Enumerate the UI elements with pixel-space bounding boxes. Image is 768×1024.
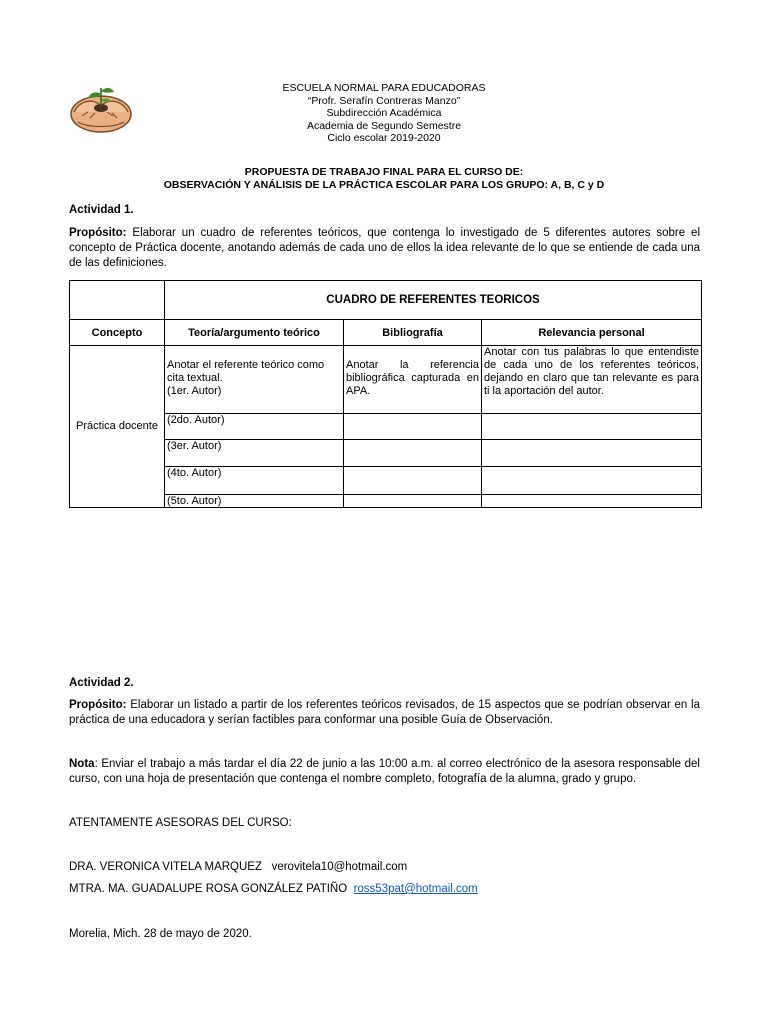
advisor-name: MTRA. MA. GUADALUPE ROSA GONZÁLEZ PATIÑO <box>69 883 348 895</box>
column-header: Relevancia personal <box>482 320 702 346</box>
relevance-cell <box>482 440 702 467</box>
theory-cell: (5to. Autor) <box>165 495 344 508</box>
school-header <box>0 82 768 145</box>
relevance-cell <box>482 414 702 440</box>
theory-cell: (3er. Autor) <box>165 440 344 467</box>
table-row <box>70 414 702 440</box>
activity-2-title: Actividad 2. <box>69 677 134 689</box>
purpose-label: Propósito: <box>69 227 127 239</box>
closing-line: ATENTAMENTE ASESORAS DEL CURSO: <box>69 817 292 829</box>
table-title: CUADRO DE REFERENTES TEORICOS <box>165 281 702 320</box>
advisor-email: verovitela10@hotmail.com <box>271 861 408 873</box>
table-row <box>70 467 702 495</box>
advisor-email-link[interactable]: ross53pat@hotmail.com <box>353 883 478 895</box>
theoretical-references-table <box>69 280 702 508</box>
school-cycle: Ciclo escolar 2019-2020 <box>327 132 441 144</box>
school-name: ESCUELA NORMAL PARA EDUCADORAS <box>282 82 486 94</box>
note-label: Nota <box>69 758 95 770</box>
note-text: : Enviar el trabajo a más tardar el día 22 de junio a las 10:00 a.m. al correo electrónico de la asesora responsable del curso, con una hoja de presentación que contenga el nombre completo, fotografía de la alumna, grado y grupo. <box>69 758 700 785</box>
proposal-title <box>0 166 768 192</box>
relevance-cell <box>482 495 702 508</box>
bibliography-cell <box>344 440 482 467</box>
table-row <box>70 495 702 508</box>
advisor-1 <box>69 860 407 875</box>
academy: Academia de Segundo Semestre <box>306 119 462 132</box>
column-header: Teoría/argumento teórico <box>165 320 344 346</box>
proposal-line-2: OBSERVACIÓN Y ANÁLISIS DE LA PRÁCTICA ESCOLAR PARA LOS GRUPO: A, B, C y D <box>163 179 605 191</box>
theory-cell: (2do. Autor) <box>165 414 344 440</box>
table-row <box>70 346 702 414</box>
concept-cell: Práctica docente <box>70 346 165 508</box>
place-date: Morelia, Mich. 28 de mayo de 2020. <box>69 928 252 940</box>
relevance-cell: Anotar con tus palabras lo que entendiste de cada uno de los referentes teóricos, dejando en claro que tan relevante es para ti la aportación del autor. <box>482 346 702 414</box>
theory-cell: Anotar el referente teórico como cita textual. (1er. Autor) <box>165 346 344 414</box>
theory-cell: (4to. Autor) <box>165 467 344 495</box>
table-corner-cell <box>70 281 165 320</box>
activity-2-purpose <box>69 698 700 728</box>
bibliography-cell <box>344 414 482 440</box>
bibliography-cell: Anotar la referencia bibliográfica capturada en APA. <box>344 346 482 414</box>
purpose-label: Propósito: <box>69 699 127 711</box>
bibliography-cell <box>344 495 482 508</box>
proposal-line-1: PROPUESTA DE TRABAJO FINAL PARA EL CURSO DE: <box>244 166 524 178</box>
activity-1-title: Actividad 1. <box>69 204 134 216</box>
table-row <box>70 440 702 467</box>
purpose-text: Elaborar un listado a partir de los referentes teóricos revisados, de 15 aspectos que se podrían observar en la práctica de una educadora y serían factibles para conformar una posible Guía de Observación. <box>69 699 700 726</box>
relevance-cell <box>482 467 702 495</box>
column-header: Bibliografía <box>344 320 482 346</box>
purpose-text: Elaborar un cuadro de referentes teóricos, que contenga lo investigado de 5 diferentes autores sobre el concepto de Práctica docente, anotando además de cada uno de ellos la idea relevante de lo que se entiende de cada una de las definiciones. <box>69 227 700 269</box>
department: Subdirección Académica <box>326 107 442 119</box>
advisor-name: DRA. VERONICA VITELA MARQUEZ <box>69 861 262 873</box>
bibliography-cell <box>344 467 482 495</box>
activity-1-purpose <box>69 226 700 271</box>
school-honoree: “Profr. Serafín Contreras Manzo” <box>307 94 461 107</box>
note-paragraph <box>69 757 700 787</box>
column-header: Concepto <box>70 320 165 346</box>
advisor-2 <box>69 882 478 897</box>
